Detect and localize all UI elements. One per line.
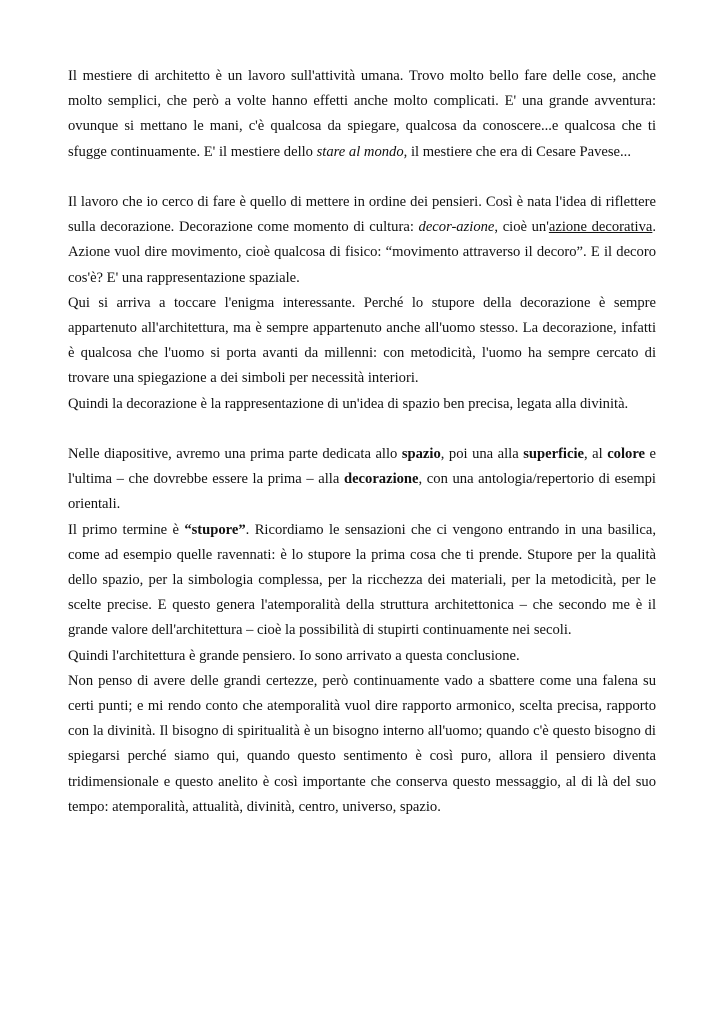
- text-run: e l'ultima – che dovrebbe essere la prima – alla: [68, 446, 656, 488]
- paragraph-gap: [68, 417, 656, 442]
- paragraph-mestiere: [68, 64, 656, 165]
- paragraph-pensiero: Quindi l'architettura è grande pensiero. Io sono arrivato a questa conclusione.: [68, 647, 520, 664]
- text-run: , poi una alla: [440, 446, 524, 463]
- underlined-run: azione decorativa: [548, 219, 653, 236]
- text-run: , il mestiere che era di Cesare Pavese...: [403, 143, 631, 160]
- paragraph-gap: [68, 165, 656, 190]
- text-run: , cioè un': [494, 219, 549, 236]
- bold-run: superficie: [523, 446, 584, 463]
- text-run: , con una antologia/repertorio di esempi orientali.: [68, 471, 656, 513]
- paragraph-certezze: Non penso di avere delle grandi certezze, però continuamente vado a sbattere come una falena su certi punti; e mi rendo conto che atemporalità vuol dire rapporto armonico, scelta precisa, rapporto con la divinità. Il bisogno di spiritualità è un bisogno interno all'uomo; quando c'è questo bisogno di spiegarsi perché siamo qui, quando questo sentimento è così puro, allora il pensiero diventa tridimensionale e questo anelito è così importante che conserva questo messaggio, al di là del suo tempo: atemporalità, attualità, divinità, centro, universo, spazio.: [68, 672, 656, 815]
- paragraph-enigma: Qui si arriva a toccare l'enigma interessante. Perché lo stupore della decorazione è sempre appartenuto all'architettura, ma è sempre appartenuto anche all'uomo stesso. La decorazione, infatti è qualcosa che l'uomo si porta avanti da millenni: con metodicità, l'uomo ha sempre cercato di trovare una spiegazione a dei simboli per necessità interiori.: [68, 294, 656, 387]
- bold-run: colore: [607, 446, 646, 463]
- text-run: . Ricordiamo le sensazioni che ci vengono entrando in una basilica, come ad esempio quelle ravennati: è lo stupore la prima cosa che ti prende. Stupore per la qualità dello spazio, per la simbologia complessa, per la ricchezza dei materiali, per la metodicità, per le scelte precise. E questo genera l'atemporalità della struttura architettonica – che secondo me è il grande valore dell'architettura – cioè la possibilità di stupirti continuamente nei secoli.: [68, 521, 656, 639]
- bold-run: spazio: [401, 446, 441, 463]
- text-run: . Azione vuol dire movimento, cioè qualcosa di fisico: “movimento attraverso il decoro”. E il decoro cos'è? E' una rappresentazione spaziale.: [68, 219, 657, 286]
- italic-run: stare al mondo: [316, 143, 404, 160]
- text-run: Nelle diapositive, avremo una prima parte dedicata allo: [68, 446, 402, 463]
- paragraph-stupore: [68, 518, 656, 644]
- text-run: , al: [584, 446, 608, 463]
- italic-run: decor-azione: [418, 219, 495, 236]
- bold-run: “stupore”: [184, 521, 246, 538]
- paragraph-rappresentazione: Quindi la decorazione è la rappresentazione di un'idea di spazio ben precisa, legata alla divinità.: [68, 395, 629, 412]
- text-run: Il primo termine è: [68, 521, 185, 538]
- bold-run: decorazione: [343, 471, 419, 488]
- paragraph-decorazione: [68, 190, 656, 291]
- text-run: Il lavoro che io cerco di fare è quello di mettere in ordine dei pensieri. Così è nata l'idea di riflettere sulla decorazione. Decorazione come momento di cultura:: [68, 194, 656, 236]
- paragraph-diapositive: [68, 442, 656, 518]
- text-run: Il mestiere di architetto è un lavoro sull'attività umana. Trovo molto bello fare delle cose, anche molto semplici, che però a volte hanno effetti anche molto complicati. E' una grande avventura: ovunque si mettano le mani, c'è qualcosa da spiegare, qualcosa da conoscere...e qualcosa che ti sfugge continuamente. E' il mestiere dello: [68, 68, 656, 160]
